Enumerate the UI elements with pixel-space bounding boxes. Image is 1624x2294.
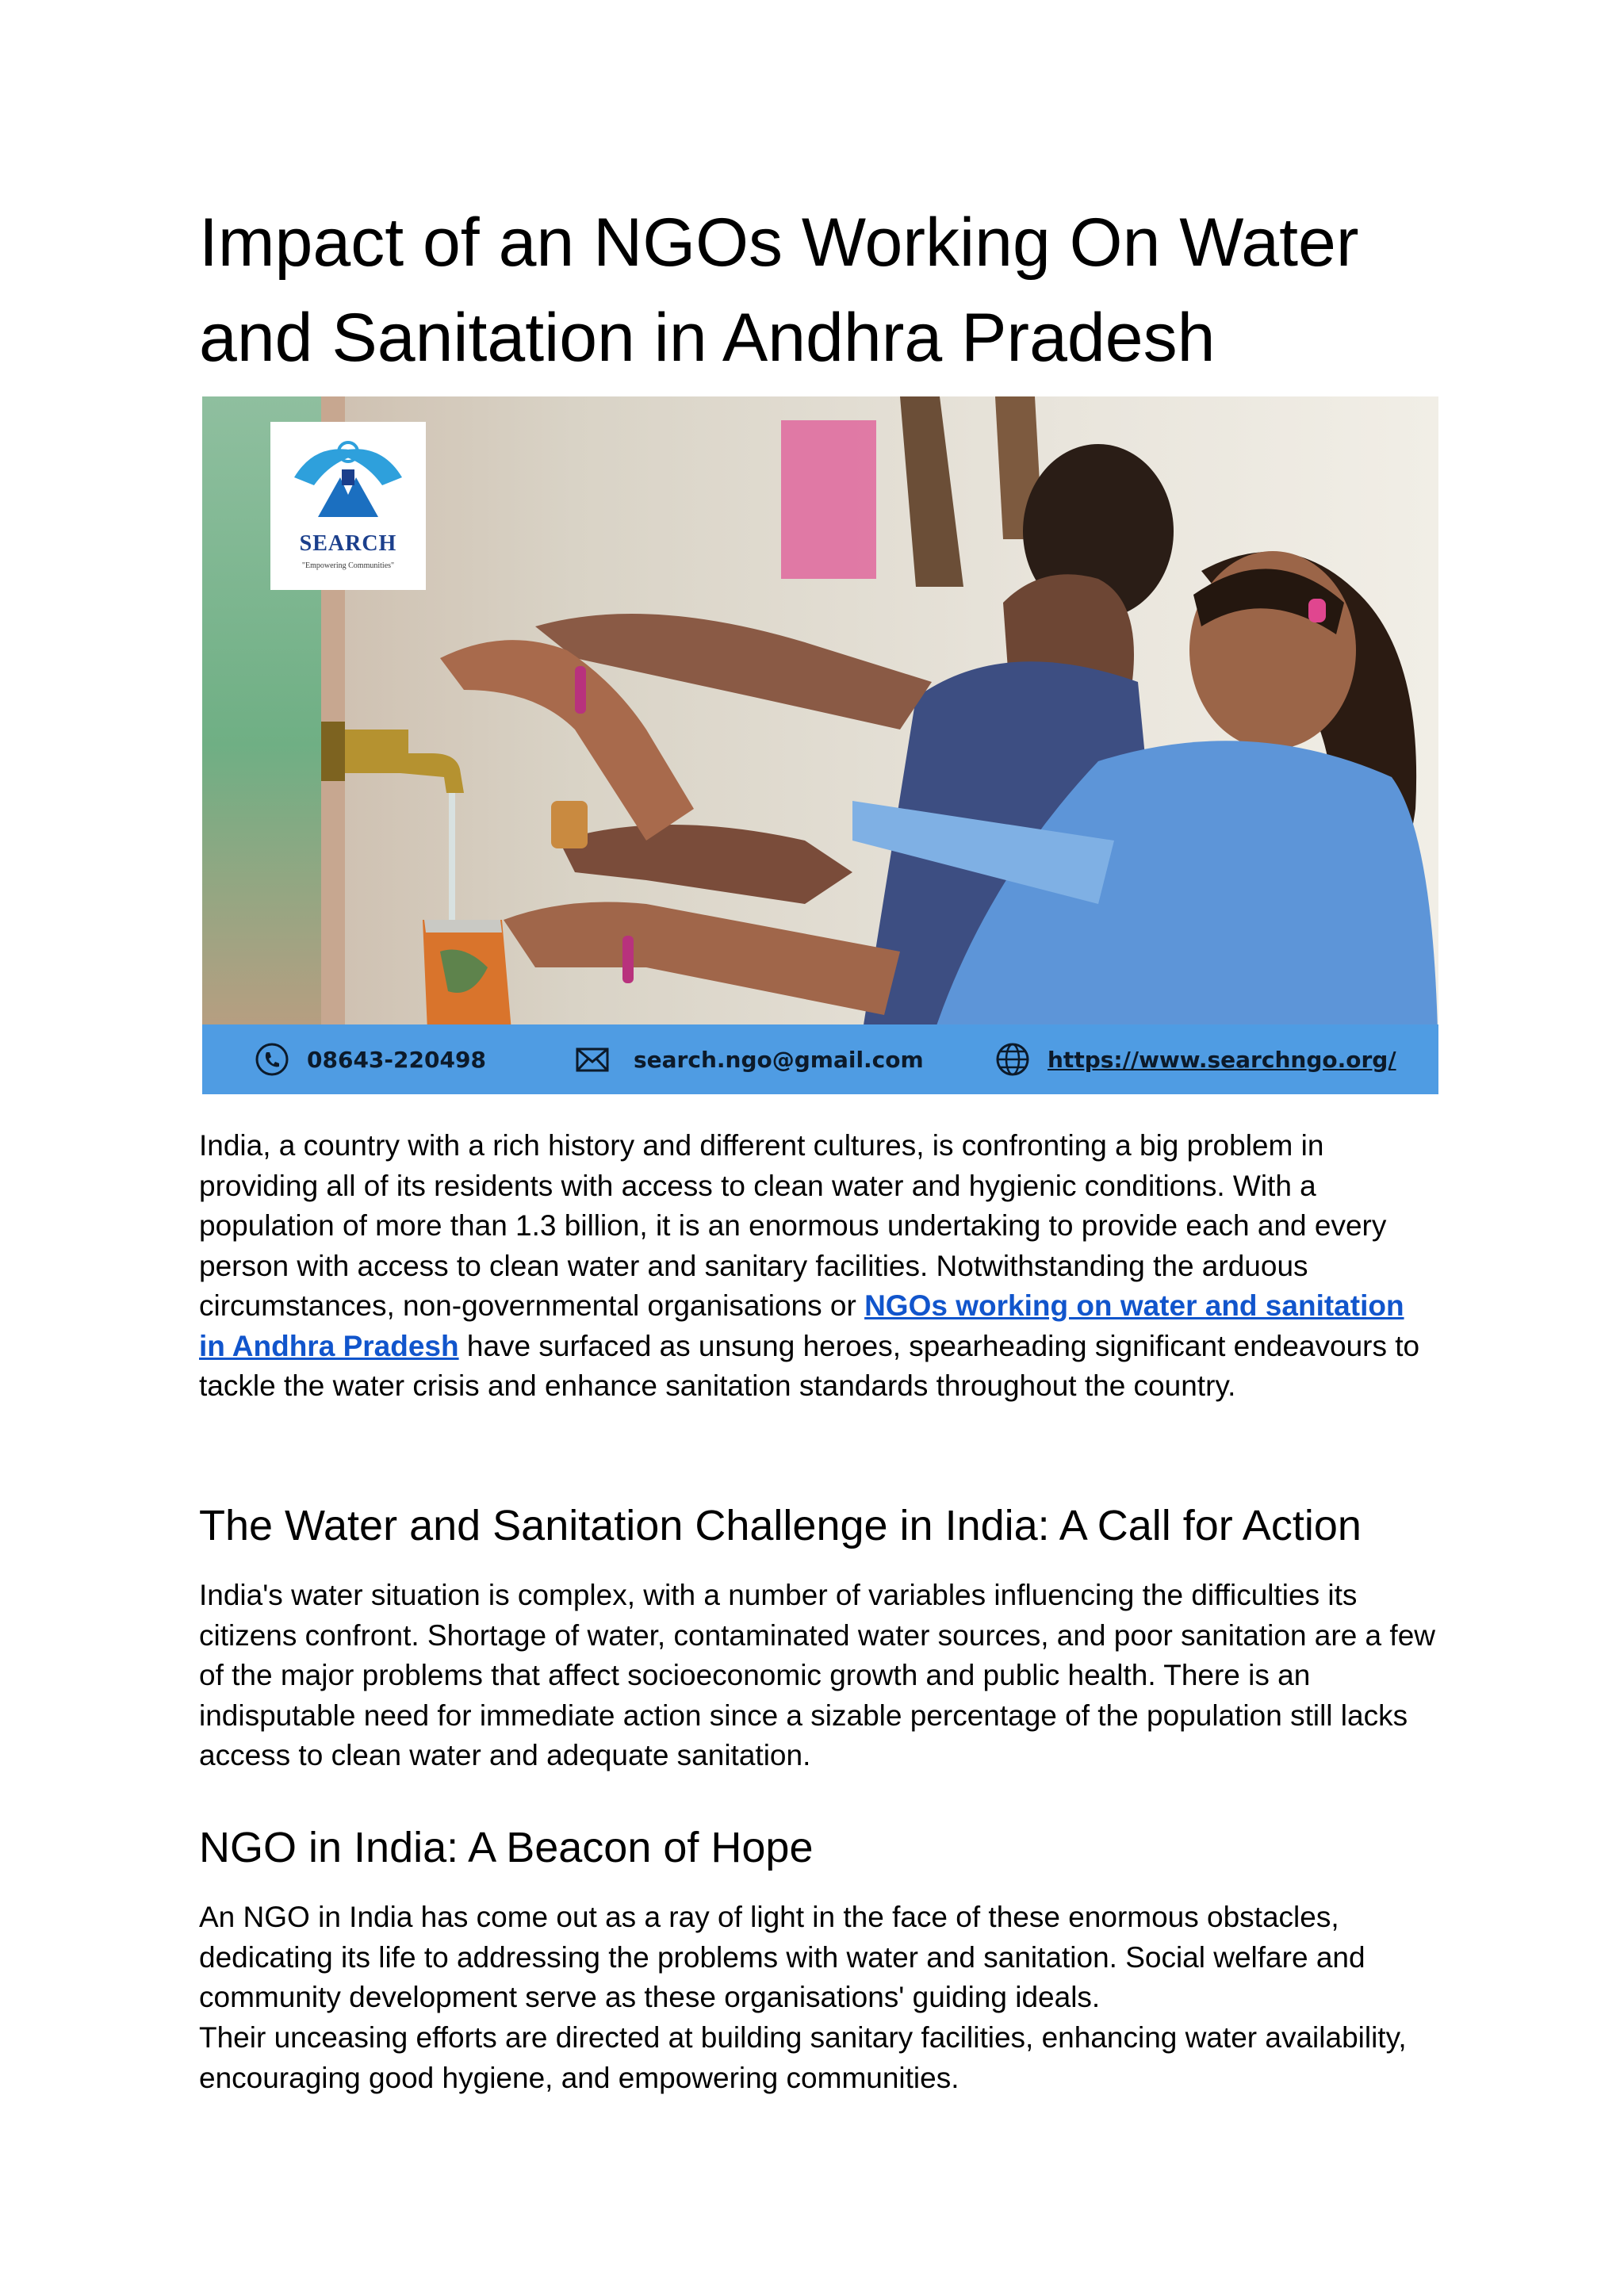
phone-icon bbox=[255, 1042, 289, 1077]
mail-icon bbox=[575, 1042, 610, 1077]
email-contact[interactable] bbox=[575, 1024, 924, 1094]
logo-emblem-icon bbox=[270, 422, 426, 533]
section-challenge-paragraph: India's water situation is complex, with a number of variables influencing the difficulties its citizens confront. Shortage of water, contaminated water sources, and poor sanitation are a few of the major problems that affect socioeconomic growth and public health. There is an indisputable need for immediate action since a sizable percentage of the population still lacks access to clean water and adequate sanitation. bbox=[199, 1579, 1435, 1771]
section-beacon-paragraph-1: An NGO in India has come out as a ray of light in the face of these enormous obstacles, dedicating its life to addressing the problems with water and sanitation. Social welfare and community development serve as these organisations' guiding ideals. bbox=[199, 1901, 1365, 2013]
section-heading-beacon: NGO in India: A Beacon of Hope bbox=[199, 1824, 814, 1871]
phone-number: 08643-220498 bbox=[307, 1046, 486, 1073]
intro-paragraph bbox=[199, 1126, 1436, 1407]
logo-tagline: "Empowering Communities" bbox=[301, 561, 395, 570]
intro-text-before-link: India, a country with a rich history and different cultures, is confronting a big problem in providing all of its residents with access to clean water and hygienic conditions. With a population of more than 1.3 billion, it is an enormous undertaking to provide each and every person with access to clean water and sanitary facilities. Notwithstanding the arduous circumstances, non-governmental organisations or bbox=[199, 1129, 1387, 1322]
email-address: search.ngo@gmail.com bbox=[634, 1046, 924, 1073]
website-contact[interactable] bbox=[995, 1024, 1396, 1094]
contact-bar bbox=[202, 1024, 1438, 1094]
logo-name: SEARCH bbox=[299, 531, 397, 556]
search-logo bbox=[270, 422, 426, 590]
section-heading-challenge: The Water and Sanitation Challenge in India: A Call for Action bbox=[199, 1502, 1362, 1549]
hero-image bbox=[202, 396, 1438, 1094]
phone-contact[interactable] bbox=[255, 1024, 486, 1094]
intro-text-after-link: have surfaced as unsung heroes, spearheading significant endeavours to tackle the water crisis and enhance sanitation standards throughout the country. bbox=[199, 1329, 1420, 1402]
ngo-water-sanitation-link[interactable]: NGOs working on water and sanitation in Andhra Pradesh bbox=[199, 1289, 1404, 1362]
globe-icon bbox=[995, 1042, 1030, 1077]
website-url: https://www.searchngo.org/ bbox=[1048, 1046, 1396, 1073]
page-title: Impact of an NGOs Working On Water and Sanitation in Andhra Pradesh bbox=[199, 205, 1359, 376]
section-beacon-paragraph-2: Their unceasing efforts are directed at building sanitary facilities, enhancing water availability, encouraging good hygiene, and empowering communities. bbox=[199, 2021, 1407, 2094]
